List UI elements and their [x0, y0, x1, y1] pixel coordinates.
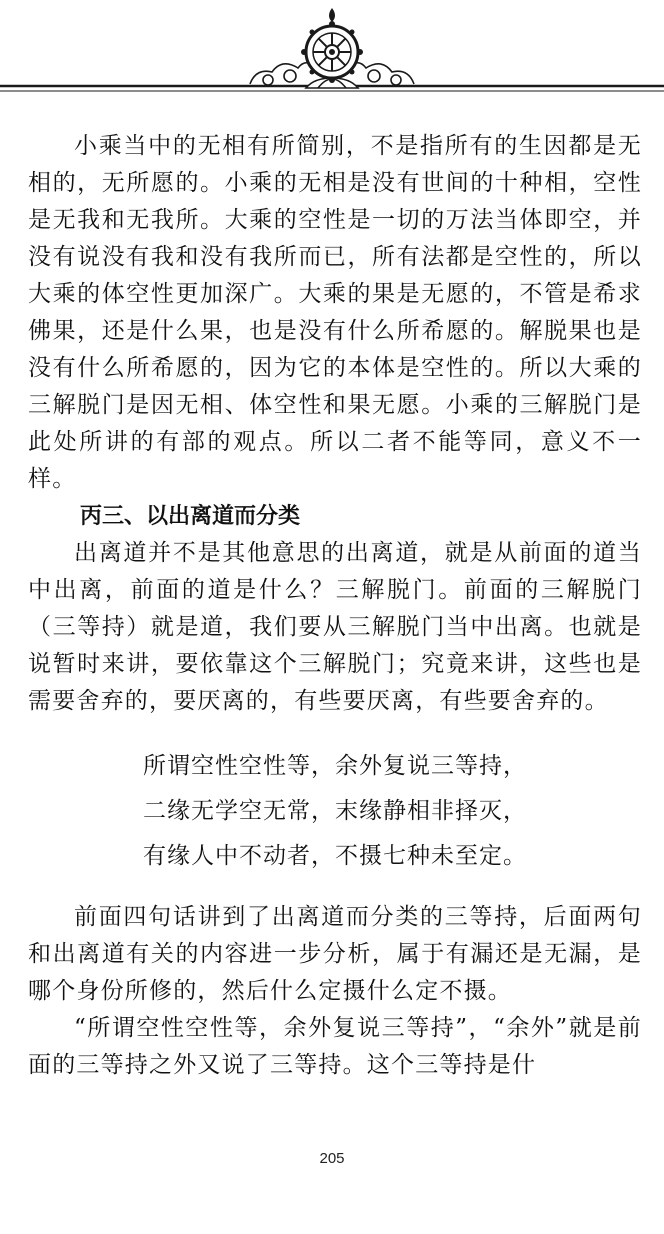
body-paragraph: 小乘当中的无相有所简别，不是指所有的生因都是无相的，无所愿的。小乘的无相是没有世间的十种相，空性是无我和无我所。大乘的空性是一切的万法当体即空，并没有说没有我和没有我所而已，所有法都是空性的，所以大乘的体空性更加深广。大乘的果是无愿的，不管是希求佛果，还是什么果，也是没有什么所希愿的。解脱果也是没有什么所希愿的，因为它的本体是空性的。所以大乘的三解脱门是因无相、体空性和果无愿。小乘的三解脱门是此处所讲的有部的观点。所以二者不能等同，意义不一样。 — [28, 133, 642, 492]
body-paragraph: 前面四句话讲到了出离道而分类的三等持，后面两句和出离道有关的内容进一步分析，属于有漏还是无漏，是哪个身份所修的，然后什么定摄什么定不摄。 — [28, 904, 642, 1004]
dharma-wheel-icon — [301, 8, 363, 83]
verse-line: 二缘无学空无常，末缘静相非择灭， — [143, 798, 527, 824]
page-number: 205 — [319, 1150, 345, 1167]
page-body — [28, 128, 642, 1084]
page-header — [0, 0, 664, 110]
body-paragraph: 出离道并不是其他意思的出离道，就是从前面的道当中出离，前面的道是什么？三解脱门。前面的三解脱门（三等持）就是道，我们要从三解脱门当中出离。也就是说暂时来讲，要依靠这个三解脱门；究竟来讲，这些也是需要舍弃的，要厌离的，有些要厌离，有些要舍弃的。 — [28, 540, 642, 714]
section-heading: 丙三、以出离道而分类 — [80, 504, 301, 529]
left-cloud-icon — [250, 63, 312, 85]
header-ornament — [0, 0, 664, 110]
verse-line: 所谓空性空性等，余外复说三等持， — [143, 753, 527, 779]
body-paragraph: “所谓空性空性等，余外复说三等持”，“余外”就是前面的三等持之外又说了三等持。这个三等持是什 — [28, 1015, 642, 1078]
verse-line: 有缘人中不动者，不摄七种未至定。 — [143, 843, 527, 869]
verse-block — [28, 744, 642, 879]
right-cloud-icon — [352, 63, 414, 85]
